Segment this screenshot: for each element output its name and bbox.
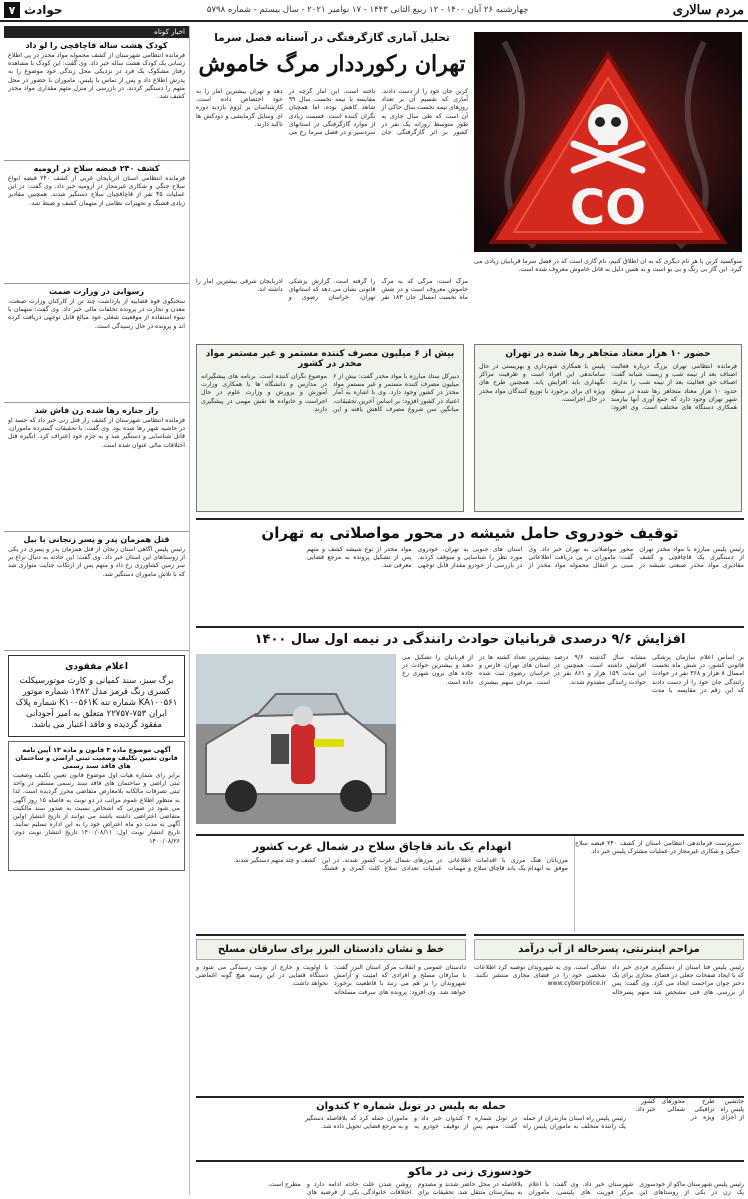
lost-notice-title: اعلام مفقودی bbox=[65, 662, 128, 672]
addicts-headline: حضور ۱۰ هزار معتاد متجاهر رها شده در تهران bbox=[505, 349, 711, 359]
drug-users-body: دبیرکل ستاد مبارزه با مواد مخدر گفت: بیش از ۶ میلیون مصرف کننده مستمر و غیر مستمر مواد مخدر در کشور وجود دارد. وی با اشاره به آمار اعتیاد در کشور افزود: بر اساس آخرین تحقیقات، میانگین سن شروع مصرف کاهش یافته و این موضوع نگران کننده است. برنامه های پیشگیرانه در مدارس و دانشگاه ها با همکاری وزارت آموزش و پرورش و وزارت علوم در حال اجراست و خانواده ها نقش مهمی در پیشگیری دارند. bbox=[201, 373, 459, 413]
accident-photo bbox=[196, 654, 396, 824]
co-symbol: CO bbox=[569, 180, 647, 236]
lost-notice-body: برگ سبز، سند کمپانی و کارت موتورسیکلت کسری رنگ قرمز مدل ۱۳۸۲ شماره موتور KA۱۰۰۵۶۱ شماره تنه K۱۰۰۵۶۱K شماره پلاک ایران ۷۵۳-۲۲۷۵۷ متعلق به امیر آجودانی مفقود گردیده و فاقد اعتبار می باشد. bbox=[15, 676, 178, 730]
sidebar-item-body: فرمانده انتظامی استان آذربایجان غربی از کشف ۲۴۰ قبضه انواع سلاح جنگی و شکاری غیرمجاز در ارومیه خبر داد. وی گفت: در این عملیات ۳۵ نفر از قاچاقچیان سلاح دستگیر شدند. همچنین مقادیر زیادی فشنگ و تجهیزات نظامی از متهمان کشف و ضبط شد. bbox=[8, 175, 185, 207]
cyber-harasser-body: رئیس پلیس فتا استان از دستگیری فردی خبر داد که با ایجاد صفحات جعلی در فضای مجازی برای یک دختر جوان مزاحمت ایجاد می کرد. وی گفت: پس از بررسی های فنی مشخص شد متهم پسرخاله شاکی است. وی به شهروندان توصیه کرد اطلاعات شخصی خود را در فضای مجازی منتشر نکنند. www.cyberpolice.ir bbox=[474, 964, 744, 996]
weapons-headline: انهدام یک باند قاچاق سلاح در شمال غرب کشور bbox=[252, 840, 512, 853]
road-accidents-story bbox=[196, 626, 744, 826]
drug-seizure-body: رئیس پلیس مبارزه با مواد مخدر تهران از دستگیری یک قاچاقچی و کشف مقادیری مواد مخدر صنعتی شیشه در محور مواصلاتی به تهران خبر داد. وی گفت: ماموران در پی دریافت اطلاعاتی مبنی بر انتقال محموله مواد مخدر از استان های جنوبی به تهران، خودروی مورد نظر را شناسایی و متوقف کردند. در بازرسی از خودرو مقدار قابل توجهی مواد مخدر از نوع شیشه کشف و متهم پس از تشکیل پرونده به مرجع قضایی معرفی شد. bbox=[306, 546, 744, 570]
sidebar-item-body: سخنگوی قوه قضاییه از بازداشت چند تن از کارکنان وزارت صنعت، معدن و تجارت در پرونده تخلفات مالی خبر داد. وی گفت: متهمان با سوء استفاده از موقعیت شغلی خود مبالغ قابل توجهی دریافت کرده اند و پرونده در حال رسیدگی است. bbox=[8, 298, 185, 330]
sidebar-item-body: رئیس پلیس آگاهی استان زنجان از قتل همزمان پدر و پسری در یکی از روستاهای این استان خبر داد. وی گفت: این حادثه به دنبال نزاع بر سر زمین کشاورزی رخ داد و متهم پس از ارتکاب جنایت متواری شد که با تلاش ماموران دستگیر شد. bbox=[8, 546, 185, 578]
tunnel-main bbox=[196, 1098, 626, 1159]
cyber-harasser-story bbox=[474, 934, 744, 1094]
maku-headline: خودسوزی زنی در ماکو bbox=[408, 1165, 532, 1178]
paper-name: مردم سالاری bbox=[672, 2, 744, 18]
sidebar-item bbox=[4, 38, 189, 161]
section-name: حوادث bbox=[24, 3, 63, 17]
weapons-main bbox=[196, 836, 568, 932]
tunnel-brief: جانشین پلیس راه از اجرای طرح ترافیکی ویژه در محورهای شمالی کشور خبر داد. bbox=[635, 1098, 744, 1122]
sidebar-item bbox=[4, 284, 189, 403]
maku-story bbox=[196, 1160, 744, 1199]
lead-headline: تهران رکورددار مرگ خاموش bbox=[198, 51, 466, 77]
crashed-car-illustration bbox=[196, 654, 396, 824]
sidebar-item bbox=[4, 532, 189, 651]
addicts-body: فرمانده انتظامی تهران بزرگ درباره فعالیت اصناف بعد از نیمه شب و زیست شبانه گفت: اصناف حق فعالیت بعد از نیمه شب را ندارند. حدود ۱۰ هزار معتاد متجاهر رها شده در سطح شهر تهران وجود دارد که جمع آوری آنها نیازمند همکاری دستگاه های مختلف است. وی افزود: پلیس با همکاری شهرداری و بهزیستی در حال ساماندهی این افراد است و ظرفیت مراکز نگهداری باید افزایش یابد. همچنین طرح های ویژه ای برای برخورد با توزیع کنندگان مواد مخدر در حال اجراست. bbox=[479, 363, 737, 412]
alborz-prosecutor-headline: خط و نشان دادستان البرز برای سارقان مسلح bbox=[196, 939, 466, 960]
sidebar-item-body: فرمانده انتظامی شهرستان از کشف راز قتل زنی خبر داد که جسد او در حاشیه شهر رها شده بود. وی گفت: با تحقیقات گسترده ماموران، قاتل شناسایی و دستگیر شد و به جرم خود اعتراف کرد. انگیزه قتل اختلافات مالی عنوان شده است. bbox=[8, 417, 185, 449]
addicts-story bbox=[474, 344, 742, 512]
drug-users-story bbox=[196, 344, 464, 512]
alborz-prosecutor-story bbox=[196, 934, 466, 1094]
sidebar-header: اخبار کوتاه bbox=[4, 26, 189, 38]
road-accidents-headline: افزایش ۹/۶ درصدی قربانیان حوادث رانندگی در نیمه اول سال ۱۴۰۰ bbox=[254, 632, 686, 647]
sidebar-item-title: راز جنازه رها شده زن فاش شد bbox=[34, 406, 159, 415]
lost-document-notice bbox=[8, 655, 185, 737]
sidebar bbox=[4, 26, 190, 1195]
lead-story bbox=[196, 26, 744, 356]
weapons-brief: سرپرست فرماندهی انتظامی استان از کشف ۲۴۰ قبضه سلاح جنگی و شکاری غیرمجاز در عملیات مشترک پلیس خبر داد. bbox=[574, 836, 744, 932]
cyber-harasser-headline: مزاحم اینترنتی، پسرخاله از آب درآمد bbox=[474, 939, 744, 960]
lead-body: کربن جان خود را از دست دادند. آماری که تقسیم آن بر تعداد روزهای نیمه نخست سال حاکی از آن است که طی سال جاری به طور متوسط روزانه یک نفر در کشور بر اثر گازگرفتگی جان باخته است. این آمار گرچه در مقایسه با نیمه نخست سال ۹۹ شاهد کاهش بوده، اما همچنان نگران کننده است. قسمت زیادی از موارد گازگرفتگی در استانهای سردسیر و در فصل سرما رخ می دهد و تهران بیشترین آمار را به خود اختصاص داده است. کارشناسان بر لزوم بازدید دوره ای وسایل گرمایشی و دودکش ها تاکید دارند. bbox=[196, 88, 468, 137]
sidebar-item bbox=[4, 161, 189, 284]
tunnel-attack-story bbox=[196, 1096, 744, 1158]
drug-users-headline: بیش از ۶ میلیون مصرف کننده مستمر و غیر مستمر مواد مخدر در کشور bbox=[205, 349, 455, 369]
road-accidents-body-continued: بیشترین تعداد کشته ها در استان های تهران، فارس و خراسان رضوی ثبت شده است. مردان سهم بیشتری از قربانیان را تشکیل می دهند و بیشترین حوادث در جاده های برون شهری رخ داده است. bbox=[402, 654, 550, 686]
legal-notice-title: آگهی موضوع ماده ۳ قانون و ماده ۱۳ آیین نامه قانون تعیین تکلیف وضعیت ثبتی اراضی و ساختمان های فاقد سند رسمی bbox=[15, 746, 178, 770]
drug-seizure-headline: توقیف خودروی حامل شیشه در محور مواصلاتی به تهران bbox=[261, 524, 679, 542]
drug-seizure-story bbox=[196, 518, 744, 624]
alborz-prosecutor-body: دادستان عمومی و انقلاب مرکز استان البرز گفت: با سارقان مسلح و افرادی که امنیت و آرامش شهروندان را بر هم می زنند با قاطعیت برخورد خواهد شد. وی افزود: پرونده های سرقت مسلحانه با اولویت و خارج از نوبت رسیدگی می شود و دستگاه قضایی در این زمینه هیچ گونه اغماضی نخواهد داشت. bbox=[196, 964, 466, 996]
carbon-monoxide-illustration bbox=[474, 32, 742, 252]
weapons-body: مرزبانان هنگ مرزی با اقدامات اطلاعاتی موفق به انهدام یک باند قاچاق سلاح و مهمات در مرزهای شمال غرب کشور شدند. در این عملیات تعدادی سلاح کلت کمری و فشنگ کشف و چند متهم دستگیر شدند. bbox=[233, 857, 568, 873]
tunnel-headline: حمله به پلیس در تونل شماره ۲ کندوان bbox=[316, 1101, 506, 1112]
legal-notice bbox=[8, 741, 185, 871]
road-accidents-body: بر اساس اعلام سازمان پزشکی قانونی کشور، در شش ماه نخست امسال ۸ هزار و ۳۶۸ نفر در حوادث رانندگی جان خود را از دست دادند که این رقم در مقایسه با مدت مشابه سال گذشته ۹/۶ درصد افزایش داشته است. همچنین در این مدت ۱۵۹ هزار و ۸۶۱ نفر در حوادث رانندگی مصدوم شدند. bbox=[554, 654, 744, 694]
masthead bbox=[0, 0, 748, 22]
sidebar-item-body: فرمانده انتظامی شهرستان از کشف محموله مواد مخدر در پی اطلاع رسانی یک کودک هشت ساله خبر داد. وی گفت: این کودک با مشاهده رفتار مشکوک یک فرد در نزدیکی محل زندگی خود موضوع را به پدرش اطلاع داد و پس از تماس با پلیس، ماموران با حضور در محل متهم را دستگیر کردند. در بازرسی از منزل متهم مقداری مواد مخدر کشف شد. bbox=[8, 52, 185, 101]
dateline: چهارشنبه ۲۶ آبان ۱۴۰۰ - ۱۲ ربیع الثانی ۱۴۴۳ - ۱۷ نوامبر ۲۰۲۱ - سال بیستم - شماره ۵۷۹۸ bbox=[206, 5, 529, 15]
weapons-smuggling-story bbox=[196, 834, 744, 930]
maku-body: رئیس پلیس شهرستان ماکو از خودسوزی یک زن در یکی از روستاهای این شهرستان خبر داد. وی گفت: با اعلام مرکز فوریت های پلیسی، ماموران بلافاصله در محل حاضر شدند و مصدوم به بیمارستان منتقل شد. تحقیقات برای روشن شدن علت حادثه ادامه دارد و اختلافات خانوادگی یکی از فرضیه های مطرح است. bbox=[268, 1181, 744, 1197]
sidebar-item-title: کشف ۲۴۰ قبضه سلاح در ارومیه bbox=[33, 164, 160, 173]
lead-body-continued: مرگ است. مرگی که به مرگ خاموش معروف است و در شش ماه نخست امسال جان ۱۸۳ نفر را گرفته است. گزارش پزشکی قانونی نشان می دهد که استانهای تهران، خراسان رضوی و آذربایجان شرقی بیشترین آمار را داشته اند. bbox=[196, 278, 468, 302]
sidebar-item-title: قتل همزمان پدر و پسر زنجانی با بیل bbox=[23, 535, 170, 544]
lead-kicker: تحلیل آماری گازگرفتگی در آستانه فصل سرما bbox=[214, 32, 450, 44]
tunnel-body: رئیس پلیس راه استان مازندران از حمله یک راننده متخلف به ماموران پلیس راه در تونل شماره ۲ کندوان خبر داد و گفت: متهم پس از توقیف خودرو به ماموران حمله کرد که بلافاصله دستگیر و به مرجع قضایی تحویل داده شد. bbox=[305, 1115, 626, 1131]
sidebar-item-title: رسوایی در وزارت صمت bbox=[49, 287, 144, 296]
lead-image bbox=[474, 32, 742, 252]
legal-notice-body: برابر رای شماره هیات اول موضوع قانون تعیین تکلیف وضعیت ثبتی اراضی و ساختمان های فاقد سند رسمی مستقر در واحد ثبتی تصرفات مالکانه بلامعارض متقاضی محرز گردیده است. لذا به منظور اطلاع عموم مراتب در دو نوبت به فاصله ۱۵ روز آگهی می شود در صورتی که اشخاص نسبت به صدور سند مالکیت متقاضی اعتراضی داشته باشند می توانند از تاریخ انتشار اولین آگهی به مدت دو ماه اعتراض خود را به این اداره تسلیم نمایند. تاریخ انتشار نوبت اول: ۱۴۰۰/۰۸/۱۱ تاریخ انتشار نوبت دوم: ۱۴۰۰/۰۸/۲۶ bbox=[13, 772, 180, 845]
page-number: ۷ bbox=[4, 2, 20, 18]
lead-body-under-image: منوکسید کربن یا هر نام دیگری که به آن اطلاق کنیم، نام گازی است که در فصل سرما قربانیان زیادی می گیرد. این گاز بی رنگ و بی بو است و به همین دلیل به قاتل خاموش معروف شده است. bbox=[474, 258, 742, 274]
sidebar-item bbox=[4, 403, 189, 532]
sidebar-item-title: کودک هشت ساله قاچاقچی را لو داد bbox=[25, 41, 168, 50]
section-label bbox=[4, 2, 63, 18]
